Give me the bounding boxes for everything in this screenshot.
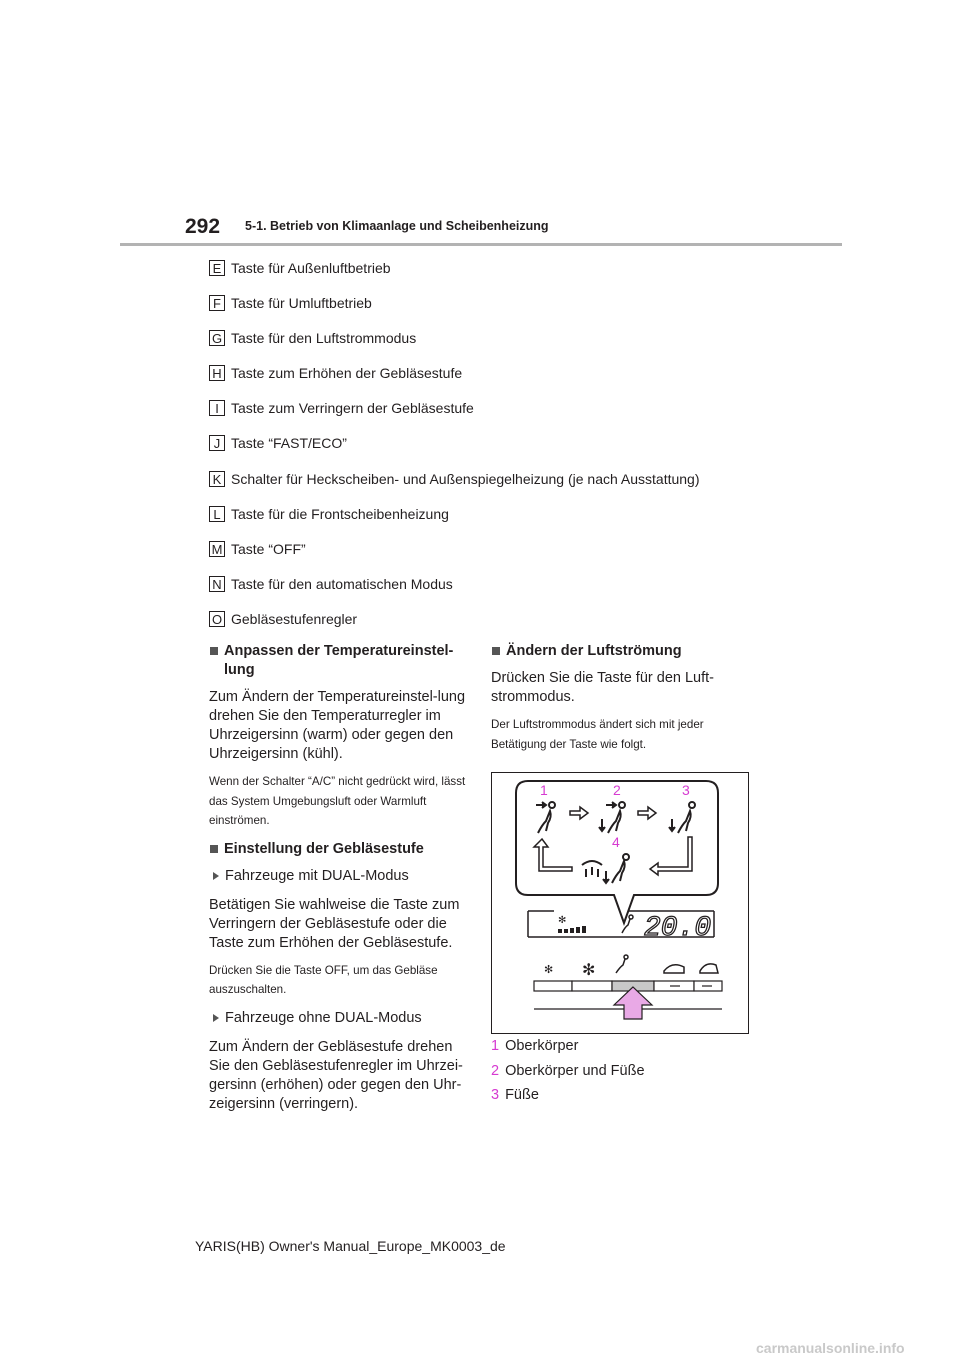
legend-item-o xyxy=(209,611,829,646)
legend-text: Taste “FAST/ECO” xyxy=(231,435,347,452)
caption-number: 1 xyxy=(491,1038,500,1054)
fan-up-button xyxy=(572,981,612,991)
legend-item-k xyxy=(209,471,829,506)
right-column xyxy=(491,642,751,1108)
legend-list xyxy=(209,260,829,646)
legend-item-i xyxy=(209,400,829,435)
header-divider xyxy=(120,243,842,246)
legend-item-n xyxy=(209,576,829,611)
temperature-body: Zum Ändern der Temperatureinstel-lung drehen Sie den Temperaturregler im Uhrzeigersinn (warm) oder gegen den Uhrzeigersinn (kühl). xyxy=(209,689,466,762)
legend-text: Gebläsestufenregler xyxy=(231,610,358,627)
legend-item-f xyxy=(209,295,829,330)
section-title: 5-1. Betrieb von Klimaanlage und Scheibenheizung xyxy=(245,219,549,233)
mode-label-3: 3 xyxy=(682,782,690,798)
fan-level-indicator xyxy=(558,915,586,933)
legend-key: J xyxy=(209,435,225,451)
airflow-note: Der Luftstrommodus ändert sich mit jeder Betätigung der Taste wie folgt. xyxy=(491,718,704,751)
svg-text:✻: ✻ xyxy=(544,964,554,976)
legend-text: Taste zum Erhöhen der Gebläsestufe xyxy=(231,365,463,382)
dual-mode-bullet: Fahrzeuge mit DUAL-Modus xyxy=(209,867,469,886)
mode-label-2: 2 xyxy=(613,782,621,798)
dual-mode-body: Betätigen Sie wahlweise die Taste zum Verringern der Gebläsestufe oder die Taste zum Erhöhen der Gebläsestufe. xyxy=(209,896,460,951)
legend-item-j xyxy=(209,435,829,470)
legend-text: Taste für den Luftstrommodus xyxy=(231,330,417,347)
legend-item-m xyxy=(209,541,829,576)
legend-key: E xyxy=(209,260,225,276)
legend-key: F xyxy=(209,295,225,311)
legend-key: M xyxy=(209,541,225,557)
button-icons-row xyxy=(544,955,718,979)
caption-text: Oberkörper und Füße xyxy=(505,1062,645,1079)
caption-text: Füße xyxy=(505,1087,539,1103)
footer-text: YARIS(HB) Owner's Manual_Europe_MK0003_de xyxy=(195,1238,506,1254)
legend-item-g xyxy=(209,330,829,365)
no-dual-mode-bullet: Fahrzeuge ohne DUAL-Modus xyxy=(209,1009,469,1028)
fan-heading: Einstellung der Gebläsestufe xyxy=(209,840,469,859)
temperature-heading: Anpassen der Temperatureinstel-lung xyxy=(209,642,469,680)
page-number: 292 xyxy=(185,215,221,238)
caption-number: 2 xyxy=(491,1062,500,1079)
svg-text:✻: ✻ xyxy=(582,962,596,979)
caption-mode-1 xyxy=(491,1034,751,1059)
legend-key: K xyxy=(209,471,225,487)
dual-mode-note: Drücken Sie die Taste OFF, um das Gebläse auszuschalten. xyxy=(209,963,438,996)
airflow-illustration xyxy=(492,773,748,1033)
legend-text: Taste für Außenluftbetrieb xyxy=(231,260,391,276)
legend-key: L xyxy=(209,506,225,522)
legend-text: Taste zum Verringern der Gebläsestufe xyxy=(231,400,474,417)
temperature-note: Wenn der Schalter “A/C” nicht gedrückt wird, lässt das System Umgebungsluft oder Warmluft einströmen. xyxy=(209,775,466,827)
caption-number: 3 xyxy=(491,1087,500,1103)
legend-key: I xyxy=(209,400,225,416)
caption-text: Oberkörper xyxy=(505,1038,579,1054)
fan-down-button xyxy=(534,981,572,991)
legend-text: Taste für Umluftbetrieb xyxy=(231,295,372,312)
legend-key: G xyxy=(209,330,225,346)
airflow-heading: Ändern der Luftströmung xyxy=(491,642,751,661)
caption-mode-2 xyxy=(491,1059,751,1084)
watermark: carmanualsonline.info xyxy=(756,1340,905,1356)
legend-item-e xyxy=(209,260,829,295)
left-column xyxy=(209,642,469,1122)
no-dual-mode-body: Zum Ändern der Gebläsestufe drehen Sie den Gebläsestufenregler im Uhrzei-gersinn (erhöhen) oder gegen den Uhr-zeigersinn (verringern). xyxy=(209,1038,463,1112)
svg-text:✻: ✻ xyxy=(558,915,567,926)
legend-key: H xyxy=(209,365,225,381)
legend-key: N xyxy=(209,576,225,592)
legend-text: Taste “OFF” xyxy=(231,540,306,557)
legend-item-h xyxy=(209,365,829,400)
airflow-mode-figure xyxy=(491,772,749,1034)
legend-text: Schalter für Heckscheiben- und Außenspiegelheizung (je nach Ausstattung) xyxy=(231,470,700,487)
legend-text: Taste für die Frontscheibenheizung xyxy=(231,505,449,522)
legend-item-l xyxy=(209,506,829,541)
temperature-display: 20.0 xyxy=(644,913,712,944)
press-arrow-icon xyxy=(614,987,652,1019)
legend-key: O xyxy=(209,611,225,627)
mode-label-4: 4 xyxy=(612,834,620,850)
mode-label-1: 1 xyxy=(540,782,548,798)
legend-text: Taste für den automatischen Modus xyxy=(231,575,453,592)
caption-mode-3 xyxy=(491,1083,751,1108)
airflow-body: Drücken Sie die Taste für den Luft-strommodus. xyxy=(491,670,714,705)
